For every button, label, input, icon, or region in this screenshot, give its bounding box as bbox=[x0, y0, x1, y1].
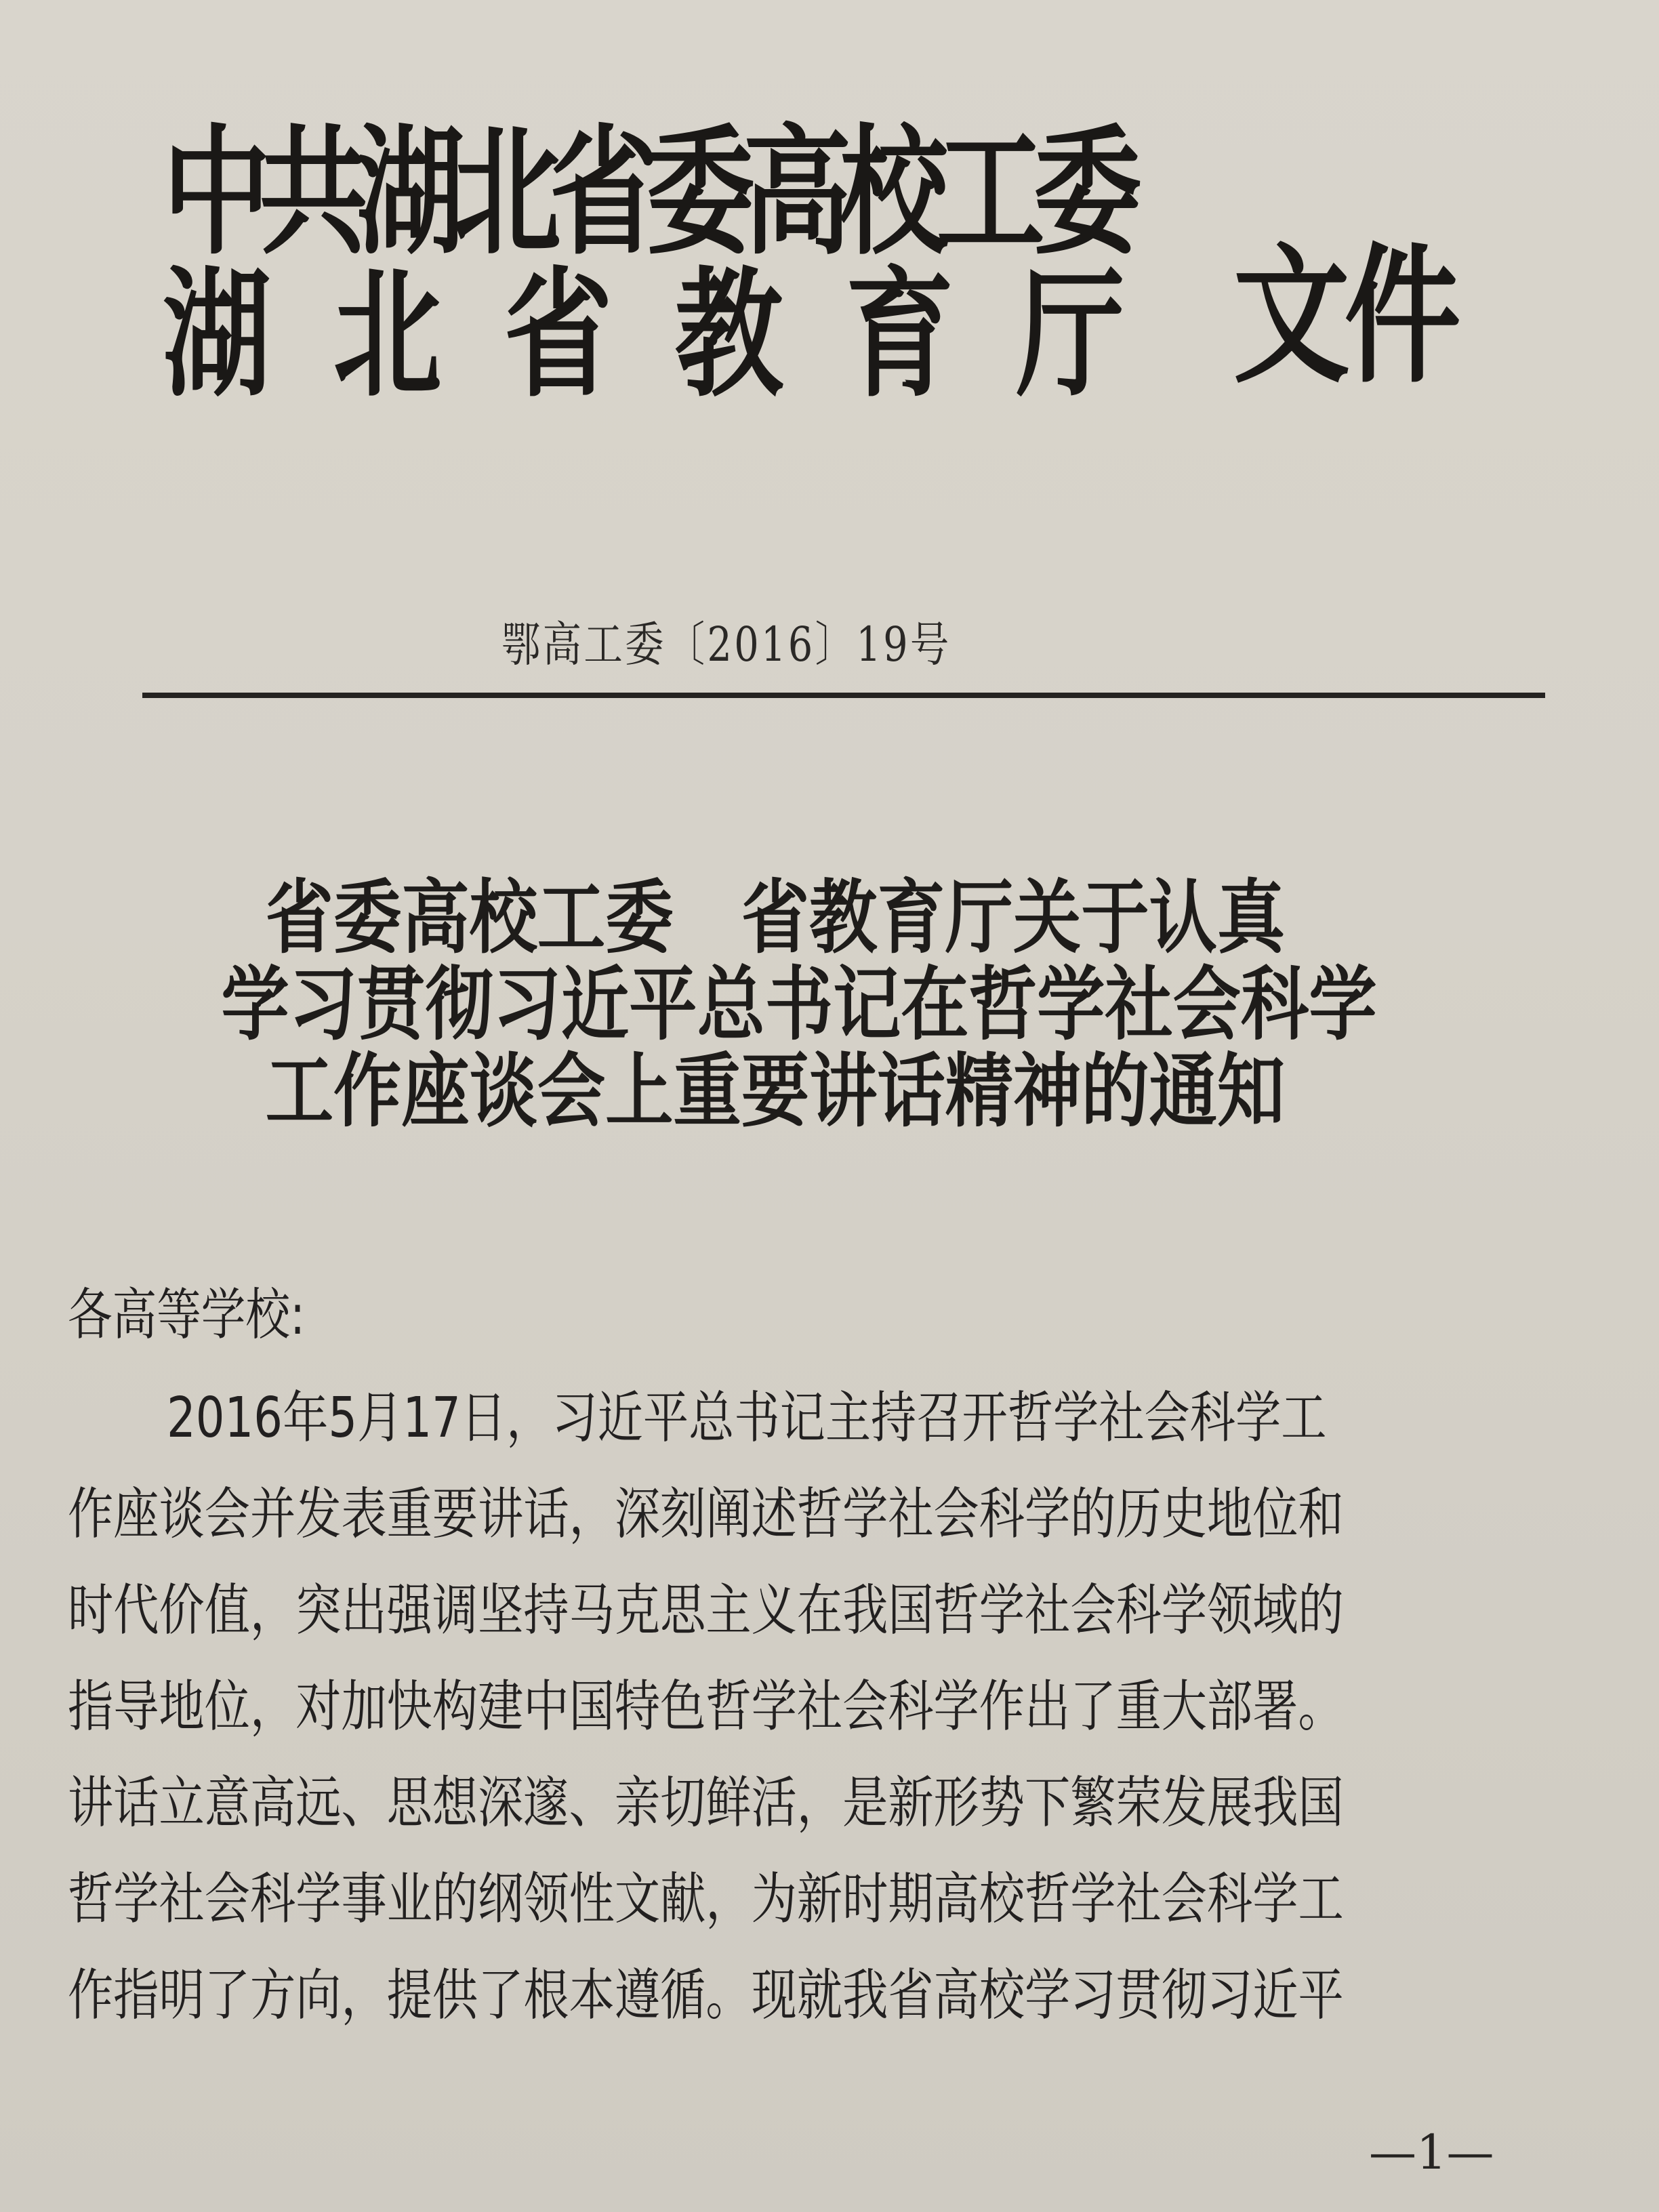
body-line: 指导地位，对加快构建中国特色哲学社会科学作出了重大部署。 bbox=[68, 1675, 1344, 1739]
body-line: 时代价值，突出强调坚持马克思主义在我国哲学社会科学领域的 bbox=[68, 1578, 1344, 1643]
document-type-label: 文件 bbox=[1233, 230, 1456, 403]
body-line: 作座谈会并发表重要讲话，深刻阐述哲学社会科学的历史地位和 bbox=[68, 1482, 1344, 1547]
body-line: 2016年5月17日，习近平总书记主持召开哲学社会科学工 bbox=[166, 1386, 1327, 1450]
issuer-line-1: 中共湖北省委高校工委 bbox=[163, 112, 1130, 274]
document-number: 鄂高工委〔2016〕19号 bbox=[501, 617, 951, 672]
body-line: 哲学社会科学事业的纲领性文献，为新时期高校哲学社会科学工 bbox=[68, 1867, 1344, 1931]
body-line: 讲话立意高远、思想深邃、亲切鲜活，是新形势下繁荣发展我国 bbox=[68, 1771, 1344, 1835]
header-divider bbox=[142, 693, 1545, 698]
title-line: 工作座谈会上重要讲话精神的通知 bbox=[265, 1044, 1286, 1138]
document-body bbox=[68, 1267, 1491, 2044]
title-line: 学习贯彻习近平总书记在哲学社会科学 bbox=[221, 958, 1377, 1051]
title-line: 省委高校工委 省教育厅关于认真 bbox=[265, 871, 1286, 964]
body-line: 作指明了方向，提供了根本遵循。现就我省高校学习贯彻习近平 bbox=[68, 1963, 1344, 2028]
issuer-line-2: 湖北省教育厅 bbox=[163, 255, 1187, 416]
page-number: —1— bbox=[1369, 2125, 1494, 2180]
document-title bbox=[0, 871, 1659, 1138]
salutation: 各高等学校: bbox=[68, 1283, 306, 1347]
